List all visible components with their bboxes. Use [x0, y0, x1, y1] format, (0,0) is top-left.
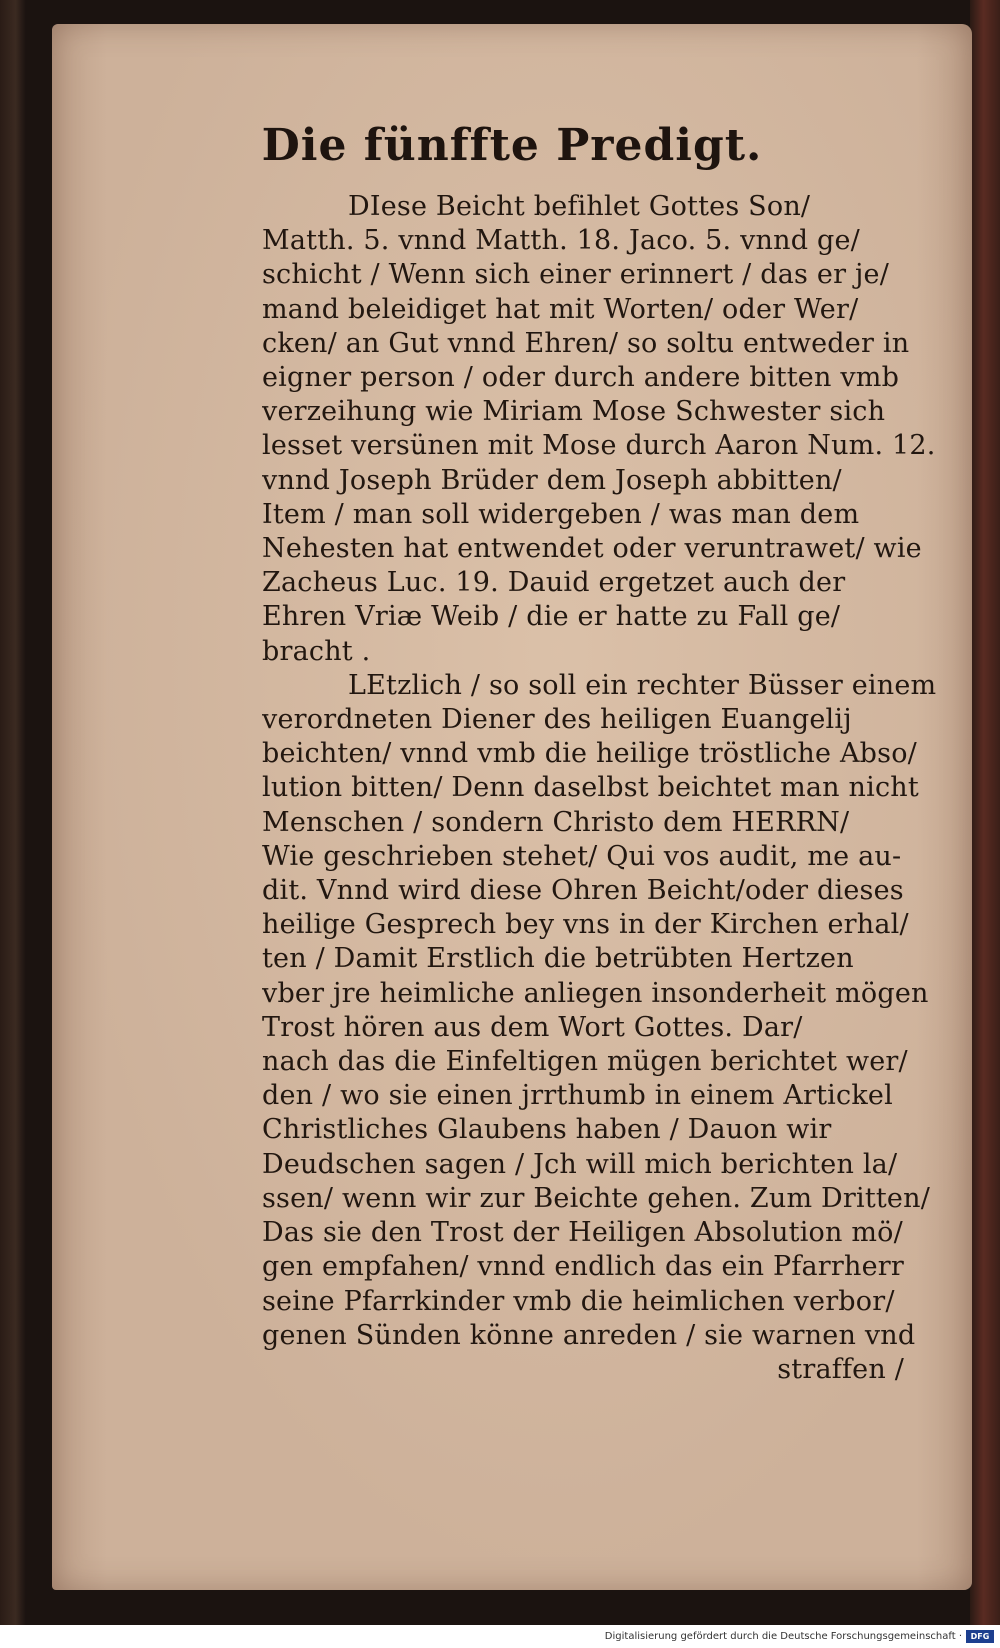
text-line: Ehren Vriæ Weib / die er hatte zu Fall ge/: [262, 601, 841, 633]
text-line: schicht / Wenn sich einer erinnert / das er je/: [262, 259, 889, 291]
text-line: LEtzlich / so soll ein rechter Büsser einem: [348, 669, 937, 701]
body-text: [262, 190, 942, 1387]
text-line: Deudschen sagen / Jch will mich berichten la/: [262, 1148, 898, 1180]
text-line: lution bitten/ Denn daselbst beichtet man nicht: [262, 772, 919, 804]
text-line: den / wo sie einen jrrthumb in einem Artickel: [262, 1080, 893, 1112]
text-line: eigner person / oder durch andere bitten vmb: [262, 362, 900, 394]
dfg-logo: DFG: [966, 1630, 994, 1643]
catchword: straffen /: [777, 1353, 904, 1385]
text-line: mand beleidiget hat mit Worten/ oder Wer/: [262, 293, 859, 325]
text-line: Zacheus Luc. 19. Dauid ergetzet auch der: [262, 567, 846, 599]
text-line: ssen/ wenn wir zur Beichte gehen. Zum Dritten/: [262, 1182, 930, 1214]
text-line: gen empfahen/ vnnd endlich das ein Pfarrherr: [262, 1251, 904, 1283]
text-line: dit. Vnnd wird diese Ohren Beicht/oder dieses: [262, 875, 904, 907]
text-line: Wie geschrieben stehet/ Qui vos audit, me au-: [262, 840, 902, 872]
text-line: Menschen / sondern Christo dem HERRN/: [262, 806, 850, 838]
text-line: vber jre heimliche anliegen insonderheit mögen: [262, 977, 929, 1009]
text-line: vnnd Joseph Brüder dem Joseph abbitten/: [262, 464, 842, 496]
text-line: Item / man soll widergeben / was man dem: [262, 498, 860, 530]
text-line: ten / Damit Erstlich die betrübten Hertzen: [262, 943, 854, 975]
text-line: cken/ an Gut vnnd Ehren/ so soltu entweder in: [262, 327, 910, 359]
text-line: bracht .: [262, 635, 371, 667]
text-line: lesset versünen mit Mose durch Aaron Num. 12.: [262, 430, 936, 462]
text-line: genen Sünden könne anreden / sie warnen vnd: [262, 1319, 916, 1351]
text-line: DIese Beicht befihlet Gottes Son/: [348, 191, 811, 222]
funding-note: Digitalisierung gefördert durch die Deutsche Forschungsgemeinschaft ·: [604, 1631, 962, 1642]
text-line: heilige Gesprech bey vns in der Kirchen erhal/: [262, 909, 909, 941]
text-line: seine Pfarrkinder vmb die heimlichen verbor/: [262, 1285, 895, 1317]
text-line: Christliches Glaubens haben / Dauon wir: [262, 1114, 832, 1146]
book-fore-edge: [970, 0, 1000, 1625]
book-page: [52, 24, 972, 1590]
text-line: Das sie den Trost der Heiligen Absolution mö/: [262, 1217, 903, 1249]
text-line: verzeihung wie Miriam Mose Schwester sich: [262, 396, 886, 428]
text-line: nach das die Einfeltigen mügen berichtet wer/: [262, 1046, 908, 1078]
text-line: verordneten Diener des heiligen Euangelij: [262, 704, 852, 736]
page-heading: Die fünffte Predigt.: [261, 120, 763, 171]
text-line: Matth. 5. vnnd Matth. 18. Jaco. 5. vnnd ge/: [262, 225, 860, 257]
text-line: beichten/ vnnd vmb die heilige tröstliche Abso/: [262, 738, 917, 770]
text-line: Trost hören aus dem Wort Gottes. Dar/: [262, 1011, 803, 1043]
text-line: Nehesten hat entwendet oder veruntrawet/ wie: [262, 533, 922, 565]
book-spine-edge: [0, 0, 26, 1625]
